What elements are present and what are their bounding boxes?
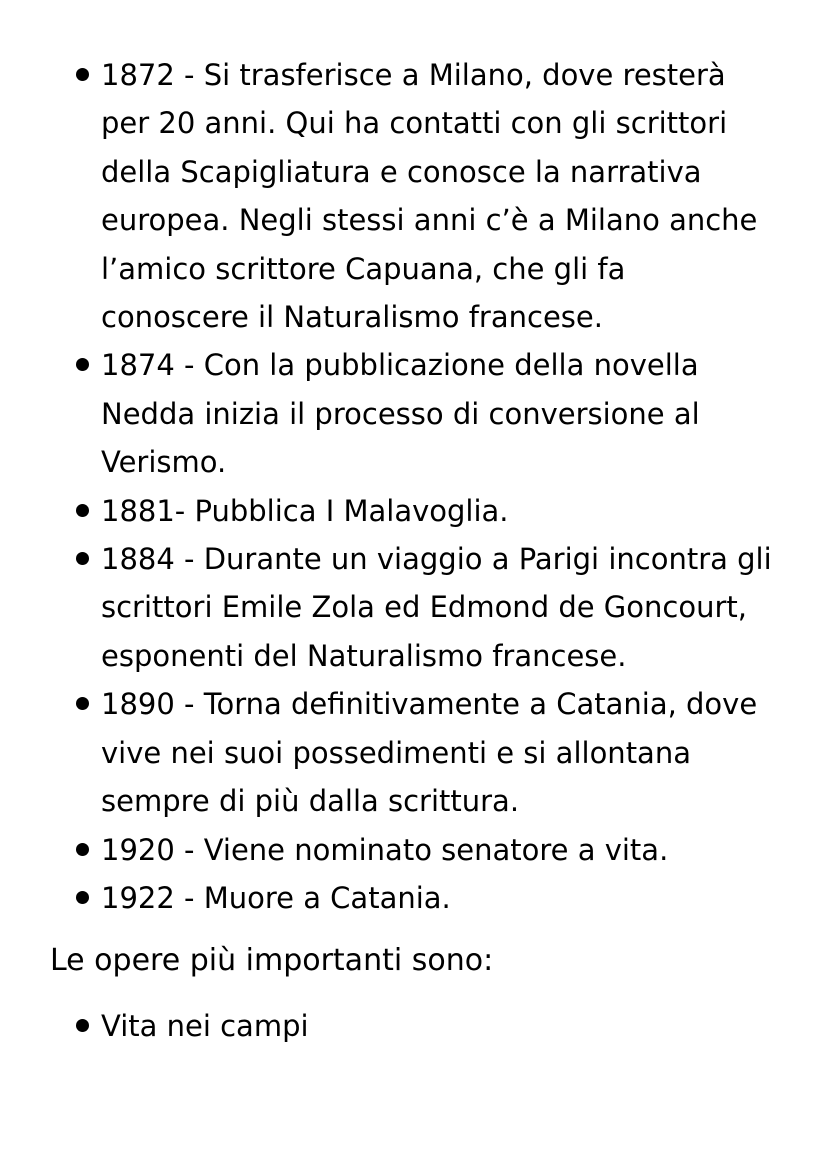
timeline-item-text: 1874 - Con la pubblicazione della novella Nedda inizia il processo di conversione al Verismo. bbox=[101, 348, 700, 480]
timeline-list bbox=[76, 51, 776, 922]
timeline-item bbox=[76, 341, 776, 486]
bullet-icon bbox=[76, 1019, 89, 1032]
timeline-item bbox=[76, 826, 776, 874]
timeline-item-text: 1890 - Torna definitivamente a Catania, dove vive nei suoi possedimenti e si allontana sempre di più dalla scrittura. bbox=[101, 687, 758, 819]
works-heading: Le opere più importanti sono: bbox=[50, 943, 494, 978]
works-list bbox=[76, 1002, 776, 1050]
timeline-item-text: 1920 - Viene nominato senatore a vita. bbox=[101, 832, 669, 867]
timeline-item bbox=[76, 874, 776, 922]
bullet-icon bbox=[76, 504, 89, 517]
bullet-icon bbox=[76, 358, 89, 371]
timeline-item bbox=[76, 535, 776, 680]
timeline-item-text: 1884 - Durante un viaggio a Parigi incontra gli scrittori Emile Zola ed Edmond de Goncourt, esponenti del Naturalismo francese. bbox=[101, 542, 772, 673]
works-item-text: Vita nei campi bbox=[101, 1009, 309, 1043]
bullet-icon bbox=[76, 697, 89, 710]
timeline-item-text: 1872 - Si trasferisce a Milano, dove resterà per 20 anni. Qui ha contatti con gli scrittori della Scapigliatura e conosce la narrativa europea. Negli stessi anni c’è a Milano anche l’amico scrittore Capuana, che gli fa conoscere il Naturalismo francese. bbox=[101, 58, 758, 335]
bullet-icon bbox=[76, 68, 89, 81]
timeline-item-text: 1922 - Muore a Catania. bbox=[101, 880, 451, 915]
timeline-item bbox=[76, 51, 776, 341]
bullet-icon bbox=[76, 843, 89, 856]
timeline-item-text: 1881- Pubblica I Malavoglia. bbox=[101, 493, 509, 528]
timeline-item bbox=[76, 680, 776, 825]
timeline-item bbox=[76, 487, 776, 535]
bullet-icon bbox=[76, 552, 89, 565]
works-item bbox=[76, 1002, 776, 1050]
bullet-icon bbox=[76, 891, 89, 904]
